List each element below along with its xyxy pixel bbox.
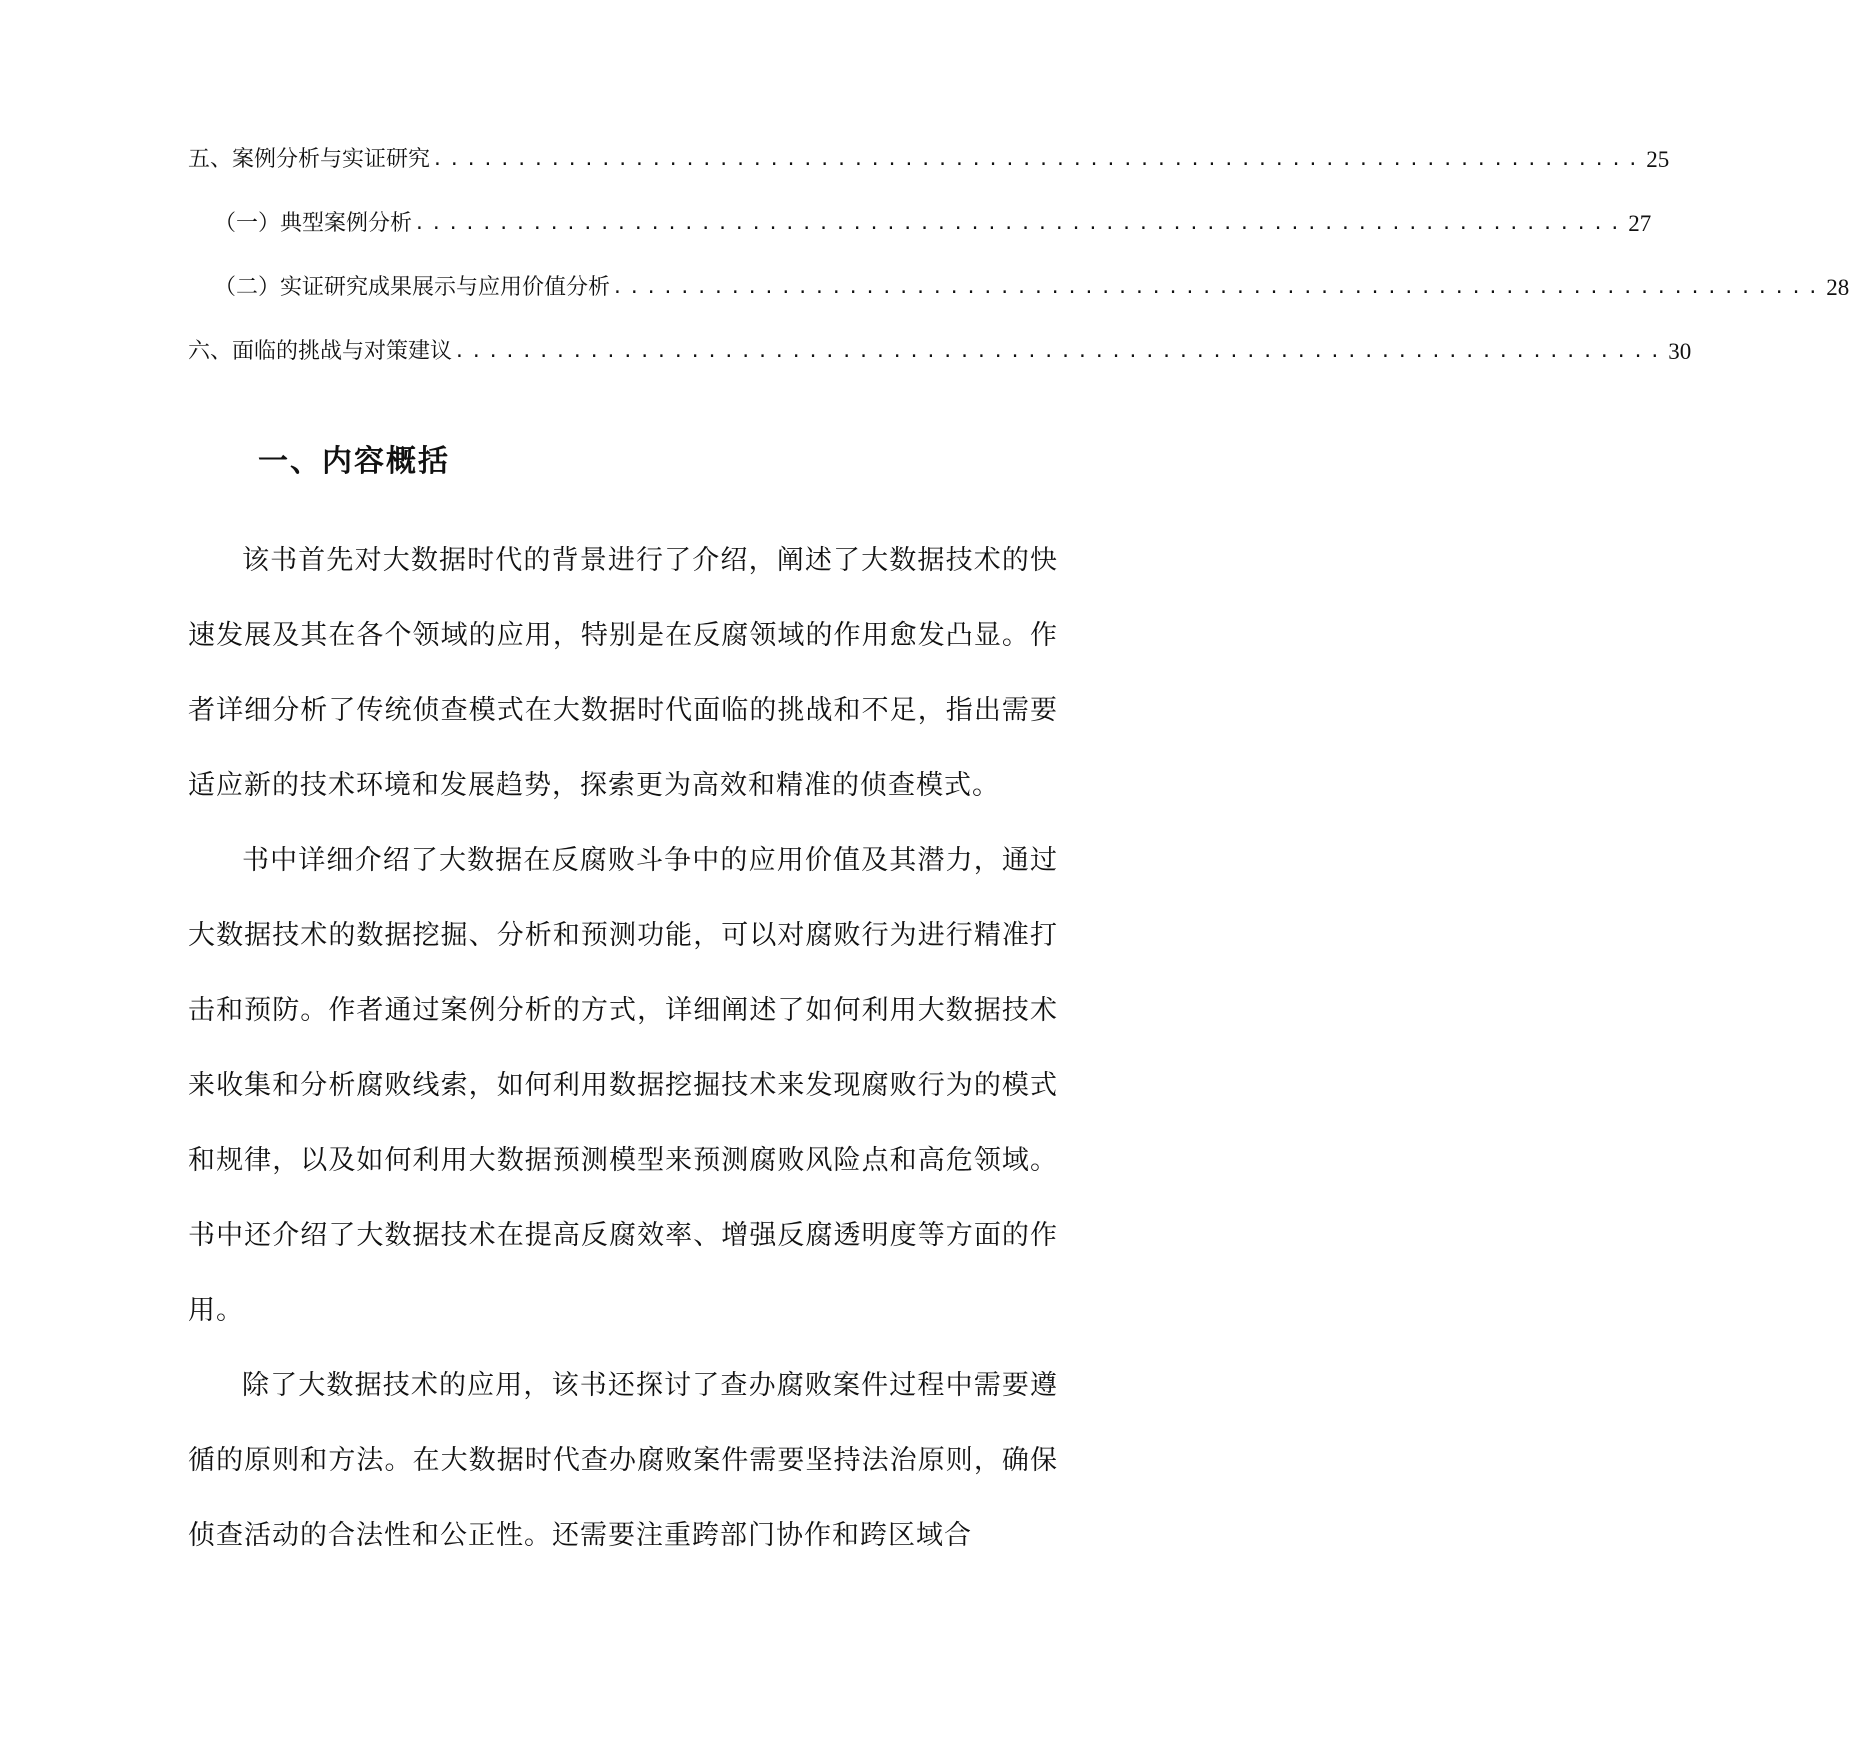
toc-entry-page: 27: [1628, 211, 1652, 236]
toc-entry-label: 六、面临的挑战与对策建议: [188, 339, 453, 364]
toc-entry[interactable]: [214, 204, 1652, 244]
toc-entry-label: （一）典型案例分析: [214, 211, 413, 236]
toc-entry-label: 五、案例分析与实证研究: [188, 147, 431, 172]
body-paragraph: 书中详细介绍了大数据在反腐败斗争中的应用价值及其潜力，通过大数据技术的数据挖掘、分析和预测功能，可以对腐败行为进行精准打击和预防。作者通过案例分析的方式，详细阐述了如何利用大数据技术来收集和分析腐败线索，如何利用数据挖掘技术来发现腐败行为的模式和规律，以及如何利用大数据预测模型来预测腐败风险点和高危领域。书中还介绍了大数据技术在提高反腐效率、增强反腐透明度等方面的作用。: [188, 845, 1058, 1326]
toc-dot-leader: ........................................................................: [454, 341, 1667, 362]
body-paragraph: 除了大数据技术的应用，该书还探讨了查办腐败案件过程中需要遵循的原则和方法。在大数据时代查办腐败案件需要坚持法治原则，确保侦查活动的合法性和公正性。还需要注重跨部门协作和跨区域合: [188, 1370, 1058, 1551]
toc-entry[interactable]: [214, 268, 1849, 308]
toc-entry-page: 30: [1668, 339, 1692, 364]
toc-entry-label: （二）实证研究成果展示与应用价值分析: [214, 275, 611, 300]
toc-entry-page: 28: [1826, 275, 1849, 300]
toc-entry[interactable]: [188, 332, 1692, 372]
toc-dot-leader: ........................................................................: [612, 277, 1825, 298]
body-paragraph: 该书首先对大数据时代的背景进行了介绍，阐述了大数据技术的快速发展及其在各个领域的应用，特别是在反腐领域的作用愈发凸显。作者详细分析了传统侦查模式在大数据时代面临的挑战和不足，指出需要适应新的技术环境和发展趋势，探索更为高效和精准的侦查模式。: [188, 545, 1058, 801]
toc-dot-leader: ........................................................................: [414, 213, 1627, 234]
toc-entry-page: 25: [1646, 147, 1670, 172]
section-heading: 一、内容概括: [258, 444, 450, 479]
toc-dot-leader: ........................................................................: [432, 149, 1645, 170]
toc-entry[interactable]: [188, 140, 1670, 180]
